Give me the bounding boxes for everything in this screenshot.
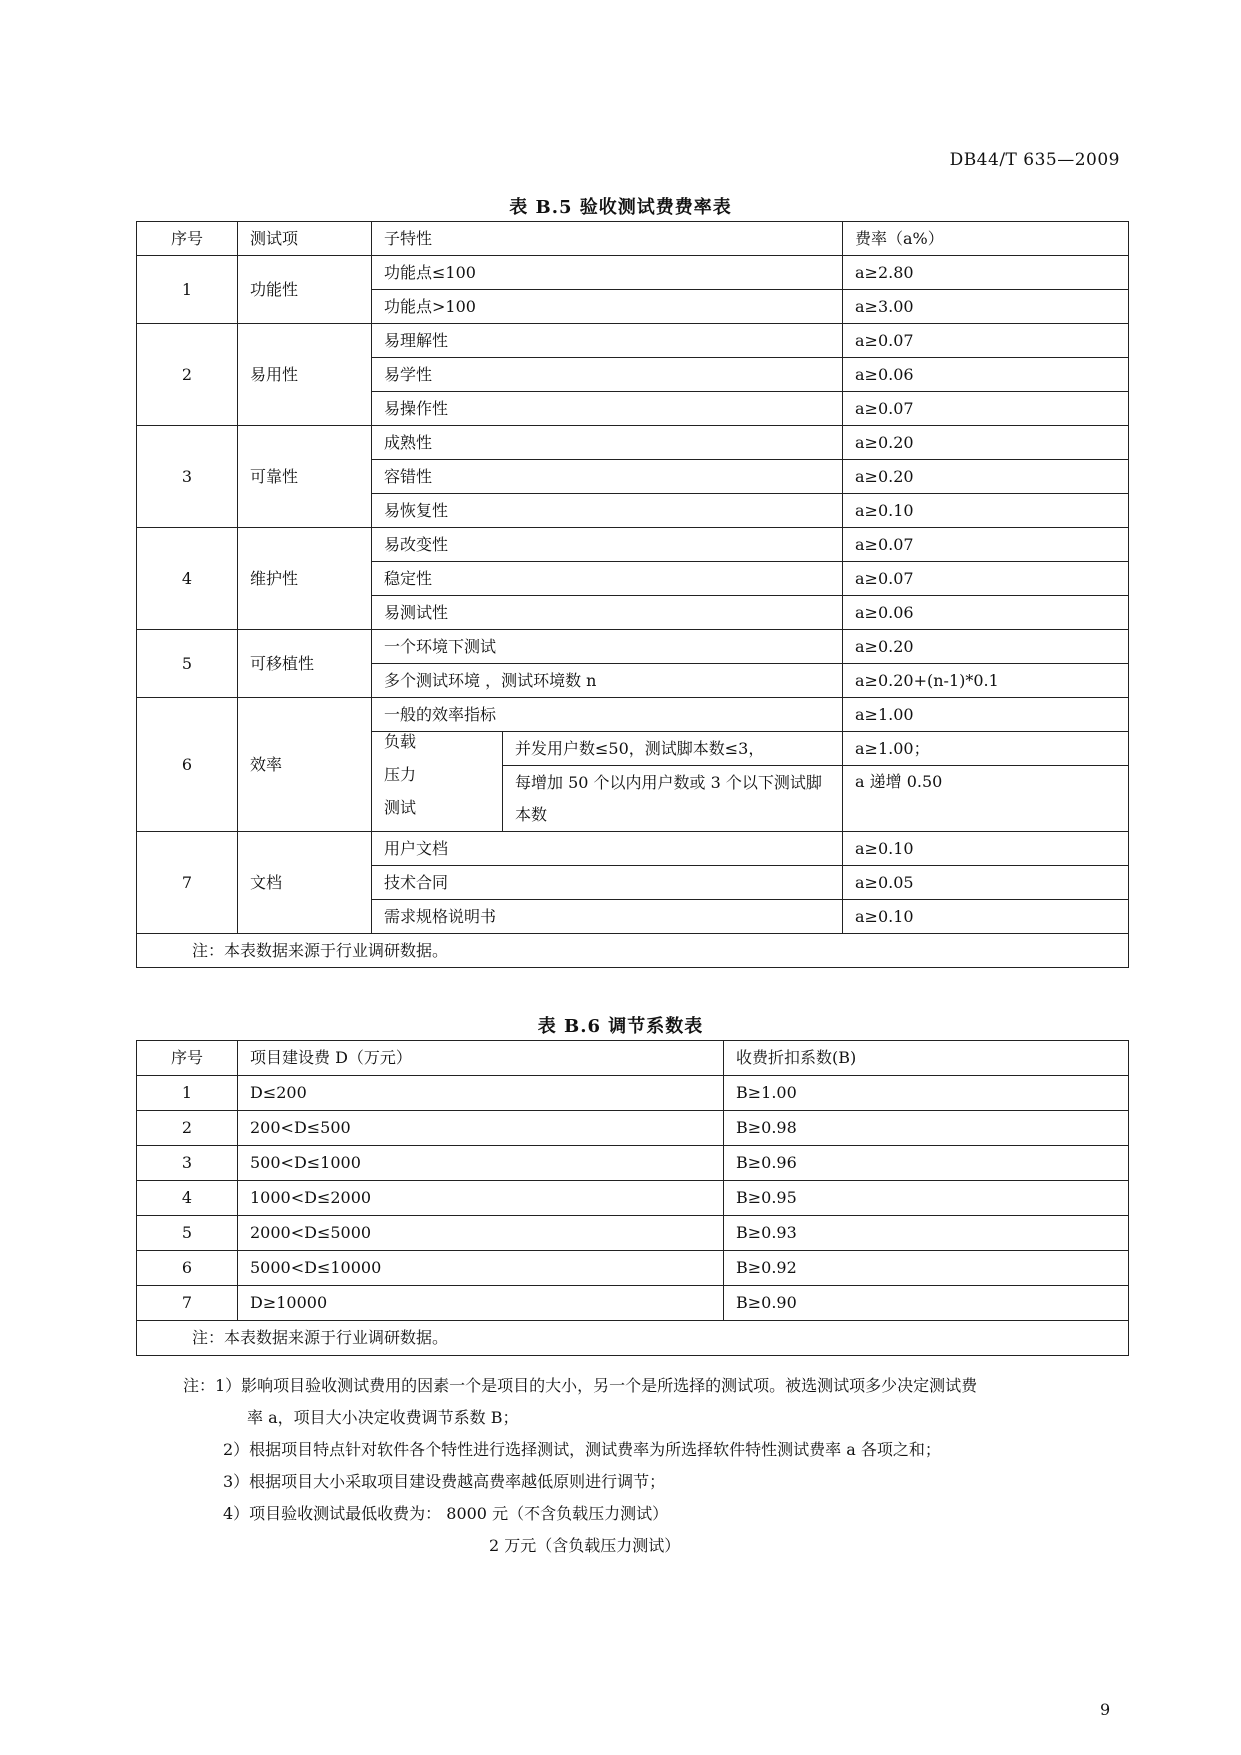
row-number: 5 [137, 1216, 238, 1251]
table-row [137, 698, 1129, 732]
rate-value: a 递增 0.50 [843, 766, 1129, 832]
group-item: 效率 [238, 698, 372, 832]
sub-characteristic: 易测试性 [372, 596, 843, 630]
coefficient-value: B≥0.90 [724, 1286, 1129, 1321]
table-row [137, 1216, 1129, 1251]
coefficient-value: B≥0.98 [724, 1111, 1129, 1146]
rate-value: a≥0.10 [843, 832, 1129, 866]
footnote-2: 2）根据项目特点针对软件各个特性进行选择测试，测试费率为所选择软件特性测试费率 a 各项之和； [223, 1440, 941, 1459]
sub-characteristic: 技术合同 [372, 866, 843, 900]
table-row [137, 1251, 1129, 1286]
rate-value: a≥0.20 [843, 426, 1129, 460]
rate-value: a≥1.00； [843, 732, 1129, 766]
coefficient-value: B≥0.95 [724, 1181, 1129, 1216]
table-row [137, 256, 1129, 290]
rate-value: a≥0.06 [843, 358, 1129, 392]
sub-characteristic: 易理解性 [372, 324, 843, 358]
load-label-line: 负载 [384, 732, 417, 751]
group-item: 易用性 [238, 324, 372, 426]
adjustment-coefficient-table [136, 1040, 1129, 1356]
group-number: 2 [137, 324, 238, 426]
table-row [137, 1076, 1129, 1111]
load-pressure-label [372, 732, 503, 832]
sub-characteristic: 稳定性 [372, 562, 843, 596]
group-item: 功能性 [238, 256, 372, 324]
footnote-1-continued: 率 a，项目大小决定收费调节系数 B； [247, 1408, 519, 1427]
sub-characteristic: 功能点≤100 [372, 256, 843, 290]
cost-range: D≤200 [238, 1076, 724, 1111]
sub-characteristic: 易改变性 [372, 528, 843, 562]
group-item: 可移植性 [238, 630, 372, 698]
group-item: 文档 [238, 832, 372, 934]
group-number: 1 [137, 256, 238, 324]
sub-characteristic: 容错性 [372, 460, 843, 494]
table-header-row [137, 1041, 1129, 1076]
table-row [137, 630, 1129, 664]
row-number: 3 [137, 1146, 238, 1181]
table-row [137, 324, 1129, 358]
footnote-4: 4）项目验收测试最低收费为： 8000 元（不含负载压力测试） [223, 1504, 669, 1523]
table-row [137, 1146, 1129, 1181]
sub-characteristic: 需求规格说明书 [372, 900, 843, 934]
rate-value: a≥0.05 [843, 866, 1129, 900]
sub-characteristic: 用户文档 [372, 832, 843, 866]
table-row [137, 426, 1129, 460]
group-number: 7 [137, 832, 238, 934]
rate-value: a≥0.20 [843, 460, 1129, 494]
sub-characteristic: 易操作性 [372, 392, 843, 426]
table-note-row [137, 1321, 1129, 1356]
cost-range: 2000<D≤5000 [238, 1216, 724, 1251]
footnotes [183, 1370, 1128, 1562]
group-number: 3 [137, 426, 238, 528]
group-item: 维护性 [238, 528, 372, 630]
table-row [137, 1111, 1129, 1146]
sub-characteristic: 易恢复性 [372, 494, 843, 528]
header-cell: 测试项 [238, 222, 372, 256]
sub-characteristic: 多个测试环境 ，测试环境数 n [372, 664, 843, 698]
table-note: 注：本表数据来源于行业调研数据。 [137, 934, 1129, 968]
table-row [137, 832, 1129, 866]
sub-characteristic: 一个环境下测试 [372, 630, 843, 664]
group-number: 5 [137, 630, 238, 698]
rate-value: a≥2.80 [843, 256, 1129, 290]
cost-range: 500<D≤1000 [238, 1146, 724, 1181]
load-label-line: 压力 [384, 765, 417, 784]
table-row [137, 1286, 1129, 1321]
rate-value: a≥0.07 [843, 392, 1129, 426]
sub-characteristic: 易学性 [372, 358, 843, 392]
standard-code: DB44/T 635—2009 [949, 150, 1120, 170]
coefficient-value: B≥0.93 [724, 1216, 1129, 1251]
header-cell: 收费折扣系数(B) [724, 1041, 1129, 1076]
rate-value: a≥0.07 [843, 562, 1129, 596]
rate-value: a≥0.20 [843, 630, 1129, 664]
header-cell: 序号 [137, 222, 238, 256]
footnote-3: 3）根据项目大小采取项目建设费越高费率越低原则进行调节； [223, 1472, 666, 1491]
row-number: 1 [137, 1076, 238, 1111]
coefficient-value: B≥1.00 [724, 1076, 1129, 1111]
cost-range: 200<D≤500 [238, 1111, 724, 1146]
table-header-row [137, 222, 1129, 256]
page-number: 9 [1100, 1700, 1111, 1719]
sub-characteristic: 功能点>100 [372, 290, 843, 324]
rate-value: a≥0.10 [843, 900, 1129, 934]
row-number: 2 [137, 1111, 238, 1146]
rate-value: a≥1.00 [843, 698, 1129, 732]
coefficient-value: B≥0.92 [724, 1251, 1129, 1286]
group-item: 可靠性 [238, 426, 372, 528]
header-cell: 序号 [137, 1041, 238, 1076]
row-number: 7 [137, 1286, 238, 1321]
cost-range: D≥10000 [238, 1286, 724, 1321]
load-condition: 并发用户数≤50，测试脚本数≤3， [503, 732, 843, 766]
rate-value: a≥0.07 [843, 528, 1129, 562]
row-number: 4 [137, 1181, 238, 1216]
cost-range: 1000<D≤2000 [238, 1181, 724, 1216]
rate-value: a≥0.06 [843, 596, 1129, 630]
row-number: 6 [137, 1251, 238, 1286]
sub-characteristic: 一般的效率指标 [372, 698, 843, 732]
table-note: 注：本表数据来源于行业调研数据。 [137, 1321, 1129, 1356]
load-label-line: 测试 [384, 798, 417, 817]
table-row [137, 1181, 1129, 1216]
header-cell: 费率（a%） [843, 222, 1129, 256]
footnote-1: 注：1）影响项目验收测试费用的因素一个是项目的大小，另一个是所选择的测试项。被选测试项多少决定测试费 [183, 1376, 978, 1395]
rate-value: a≥0.07 [843, 324, 1129, 358]
rate-value: a≥0.10 [843, 494, 1129, 528]
group-number: 6 [137, 698, 238, 832]
footnote-4-continued: 2 万元（含负载压力测试） [489, 1536, 681, 1555]
group-number: 4 [137, 528, 238, 630]
load-condition: 每增加 50 个以内用户数或 3 个以下测试脚本数 [503, 766, 843, 832]
table-row [137, 528, 1129, 562]
rate-value: a≥3.00 [843, 290, 1129, 324]
sub-characteristic: 成熟性 [372, 426, 843, 460]
rate-value: a≥0.20+(n-1)*0.1 [843, 664, 1129, 698]
table-b6-title: 表 B.6 调节系数表 [537, 1016, 704, 1037]
table-note-row [137, 934, 1129, 968]
coefficient-value: B≥0.96 [724, 1146, 1129, 1181]
fee-rate-table [136, 221, 1129, 968]
cost-range: 5000<D≤10000 [238, 1251, 724, 1286]
header-cell: 子特性 [372, 222, 843, 256]
header-cell: 项目建设费 D（万元） [238, 1041, 724, 1076]
table-b5-title: 表 B.5 验收测试费费率表 [509, 197, 732, 218]
